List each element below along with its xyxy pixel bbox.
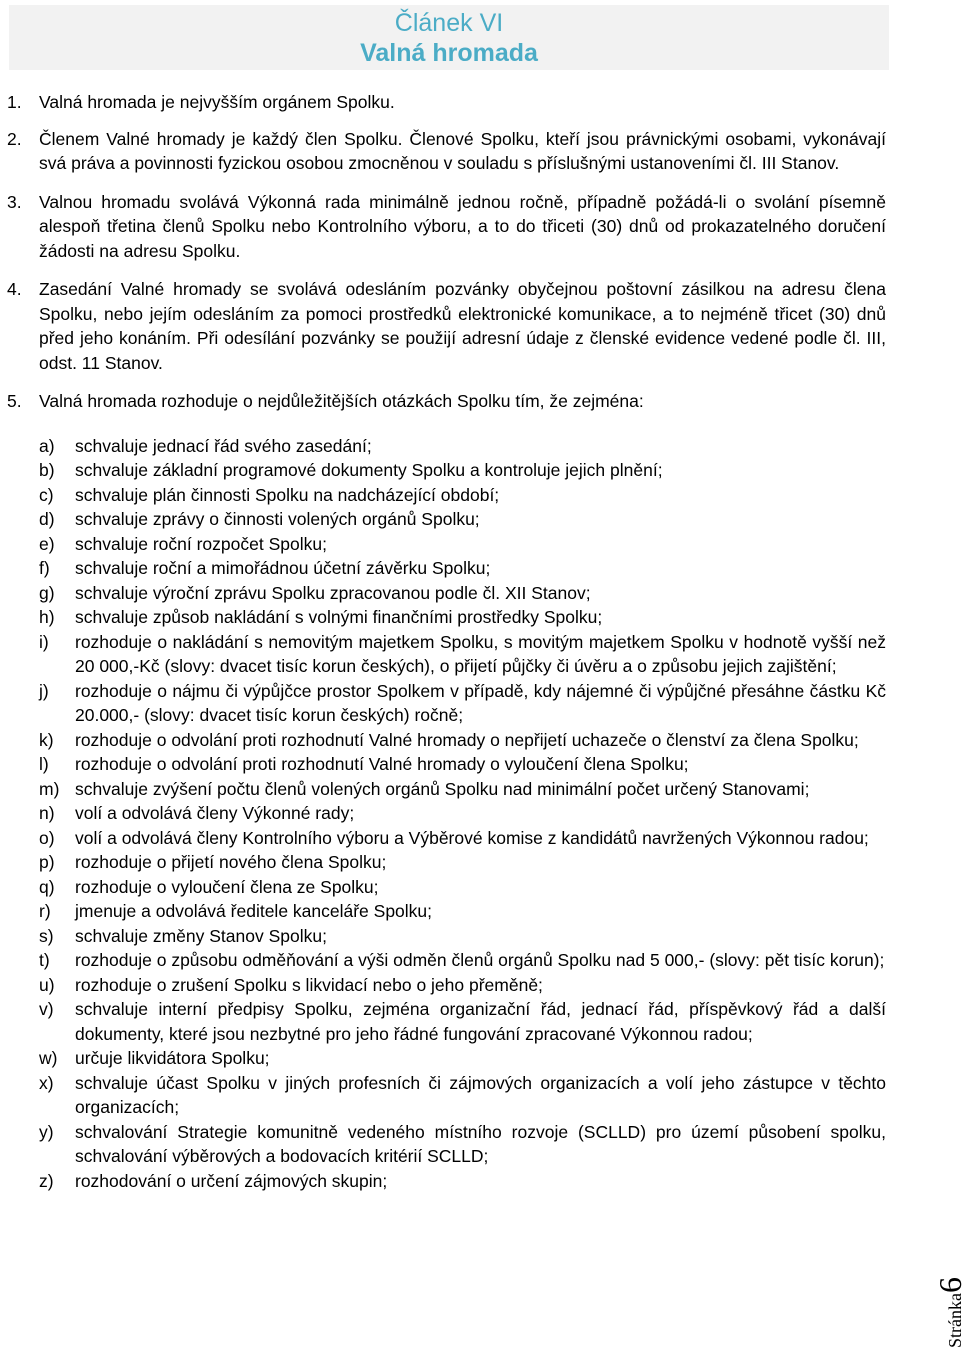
list-item-label: q): [39, 876, 55, 897]
list-item-text: schvaluje roční rozpočet Spolku;: [75, 533, 327, 554]
list-item-label: x): [39, 1072, 54, 1093]
list-item: [0, 899, 886, 924]
list-item-label: j): [39, 680, 49, 701]
list-item-text: schvaluje zprávy o činnosti volených orgánů Spolku;: [75, 509, 480, 529]
list-item-label: m): [39, 778, 60, 799]
list-item-label: i): [39, 631, 49, 652]
list-item-text: schvaluje základní programové dokumenty Spolku a kontroluje jejich plnění;: [75, 460, 663, 480]
list-item-label: w): [39, 1048, 58, 1068]
list-item: [0, 630, 886, 679]
list-item-label: p): [39, 852, 55, 872]
list-item: [0, 875, 886, 900]
page-indicator: [932, 1277, 969, 1348]
list-item-label: e): [39, 533, 55, 554]
list-item-text: rozhoduje o způsobu odměňování a výši odměn členů orgánů Spolku nad 5 000,- (slovy: pět tisíc korun);: [75, 950, 885, 970]
paragraph-2: [0, 127, 886, 176]
paragraph-3: [0, 190, 886, 264]
list-item-text: rozhoduje o odvolání proti rozhodnutí Valné hromady o vyloučení člena Spolku;: [75, 754, 689, 774]
list-item: [0, 1046, 886, 1071]
document-body: [0, 90, 886, 1193]
list-item-text: rozhoduje o odvolání proti rozhodnutí Valné hromady o nepřijetí uchazeče o členství za člena Spolku;: [75, 729, 859, 750]
list-item: [0, 458, 886, 483]
list-item-label: h): [39, 607, 55, 627]
list-item-label: c): [39, 484, 54, 505]
list-item-label: u): [39, 974, 55, 995]
paragraph-number: 3.: [7, 191, 22, 212]
list-item-text: schvaluje účast Spolku v jiných profesních či zájmových organizacích a volí jeho zástupce v těchto organizacích;: [75, 1072, 886, 1117]
list-item-text: schvalování Strategie komunitně vedeného místního rozvoje (SCLLD) pro území působení spolku, schvalování výběrových a bodovacích kritérií SCLLD;: [75, 1121, 886, 1166]
list-item: [0, 948, 886, 973]
paragraph-text: Valná hromada je nejvyšším orgánem Spolku.: [39, 92, 395, 112]
list-item-text: schvaluje způsob nakládání s volnými finančními prostředky Spolku;: [75, 607, 603, 627]
paragraph-5: [0, 389, 886, 414]
list-item-label: z): [39, 1170, 54, 1191]
list-item-text: schvaluje zvýšení počtu členů volených orgánů Spolku nad minimální počet určený Stanovami;: [75, 778, 810, 799]
list-item: [0, 924, 886, 949]
list-item-text: jmenuje a odvolává ředitele kanceláře Spolku;: [75, 901, 433, 921]
list-item-label: r): [39, 901, 51, 921]
competence-list: [0, 434, 886, 1194]
list-item-label: t): [39, 950, 50, 970]
list-item: [0, 1120, 886, 1169]
list-item-label: n): [39, 803, 55, 823]
list-item: [0, 483, 886, 508]
page-word: Stránka: [945, 1293, 965, 1348]
list-item-text: volí a odvolává členy Výkonné rady;: [75, 803, 355, 823]
list-item-label: o): [39, 827, 55, 848]
list-item: [0, 581, 886, 606]
page-footer: [905, 1228, 968, 1353]
list-item: [0, 434, 886, 459]
paragraph-number: 2.: [7, 128, 22, 149]
list-item-text: určuje likvidátora Spolku;: [75, 1048, 270, 1068]
article-header: [9, 5, 889, 70]
list-item: [0, 507, 886, 532]
list-item: [0, 997, 886, 1046]
list-item-text: rozhodování o určení zájmových skupin;: [75, 1170, 388, 1191]
list-item-label: v): [39, 999, 54, 1019]
list-item: [0, 850, 886, 875]
paragraph-4: [0, 277, 886, 375]
paragraph-number: 1.: [7, 92, 22, 112]
list-item-label: s): [39, 925, 54, 946]
list-item-label: a): [39, 435, 55, 456]
list-item-label: k): [39, 729, 54, 750]
list-item: [0, 752, 886, 777]
paragraph-number: 4.: [7, 279, 22, 299]
list-item-text: rozhoduje o nakládání s nemovitým majetkem Spolku, s movitým majetkem Spolku v hodnotě vyšší než 20 000,-Kč (slovy: dvacet tisíc korun českých), o přijetí půjčky či úvěru a o způsobu jejich zajištění;: [75, 631, 886, 676]
list-item-label: d): [39, 509, 55, 529]
list-item: [0, 1071, 886, 1120]
list-item-text: rozhoduje o zrušení Spolku s likvidací nebo o jeho přeměně;: [75, 974, 543, 995]
paragraph-text: Členem Valné hromady je každý člen Spolku. Členové Spolku, kteří jsou právnickými osobami, vykonávají svá práva a povinnosti fyzickou osobou zmocněnou v souladu s příslušnými ustanoveními čl. III Stanov.: [39, 128, 886, 173]
article-number: Článek VI: [394, 9, 504, 37]
list-item-text: rozhoduje o nájmu či výpůjčce prostor Spolkem v případě, kdy nájemné či výpůjčné přesáhne částku Kč 20.000,- (slovy: dvacet tisíc korun českých) ročně;: [75, 680, 886, 725]
paragraph-text: Zasedání Valné hromady se svolává odesláním pozvánky obyčejnou poštovní zásilkou na adresu člena Spolku, nebo jejím odesláním za pomoci prostředků elektronické komunikace, a to nejméně třicet (30) dnů před jeho konáním. Při odesílání pozvánky se použijí adresní údaje z členské evidence vedené podle čl. III, odst. 11 Stanov.: [39, 279, 886, 373]
list-item: [0, 679, 886, 728]
list-item: [0, 728, 886, 753]
list-item-text: schvaluje roční a mimořádnou účetní závěrku Spolku;: [75, 558, 491, 578]
list-item: [0, 777, 886, 802]
paragraph-number: 5.: [7, 391, 22, 411]
list-item: [0, 973, 886, 998]
list-item-text: schvaluje jednací řád svého zasedání;: [75, 435, 372, 456]
list-item-label: b): [39, 460, 55, 480]
list-item-text: schvaluje výroční zprávu Spolku zpracovanou podle čl. XII Stanov;: [75, 582, 591, 603]
list-item-label: l): [39, 754, 49, 774]
paragraph-text: Valná hromada rozhoduje o nejdůležitějších otázkách Spolku tím, že zejména:: [39, 391, 644, 411]
list-item-text: volí a odvolává členy Kontrolního výboru a Výběrové komise z kandidátů navržených Výkonnou radou;: [75, 827, 869, 848]
list-item: [0, 556, 886, 581]
list-item: [0, 801, 886, 826]
list-item-label: g): [39, 582, 55, 603]
list-item-label: y): [39, 1121, 54, 1142]
paragraph-text: Valnou hromadu svolává Výkonná rada minimálně jednou ročně, případně požádá-li o svolání písemně alespoň třetina členů Spolku nebo Kontrolního výboru, a to do třiceti (30) dnů od prokazatelného doručení žádosti na adresu Spolku.: [39, 191, 886, 261]
list-item-text: schvaluje změny Stanov Spolku;: [75, 925, 327, 946]
list-item-text: rozhoduje o vyloučení člena ze Spolku;: [75, 876, 379, 897]
list-item-text: schvaluje plán činnosti Spolku na nadcházející období;: [75, 484, 500, 505]
article-title: Valná hromada: [360, 39, 538, 67]
list-item: [0, 532, 886, 557]
list-item-text: schvaluje interní předpisy Spolku, zejména organizační řád, jednací řád, příspěvkový řád a další dokumenty, které jsou nezbytné pro jeho řádné fungování zpracované Výkonnou radou;: [75, 999, 886, 1044]
list-item-text: rozhoduje o přijetí nového člena Spolku;: [75, 852, 387, 872]
list-item: [0, 826, 886, 851]
page-number: 6: [932, 1277, 968, 1294]
paragraph-1: [0, 90, 886, 115]
list-item: [0, 1169, 886, 1194]
list-item: [0, 605, 886, 630]
list-item-label: f): [39, 558, 50, 578]
